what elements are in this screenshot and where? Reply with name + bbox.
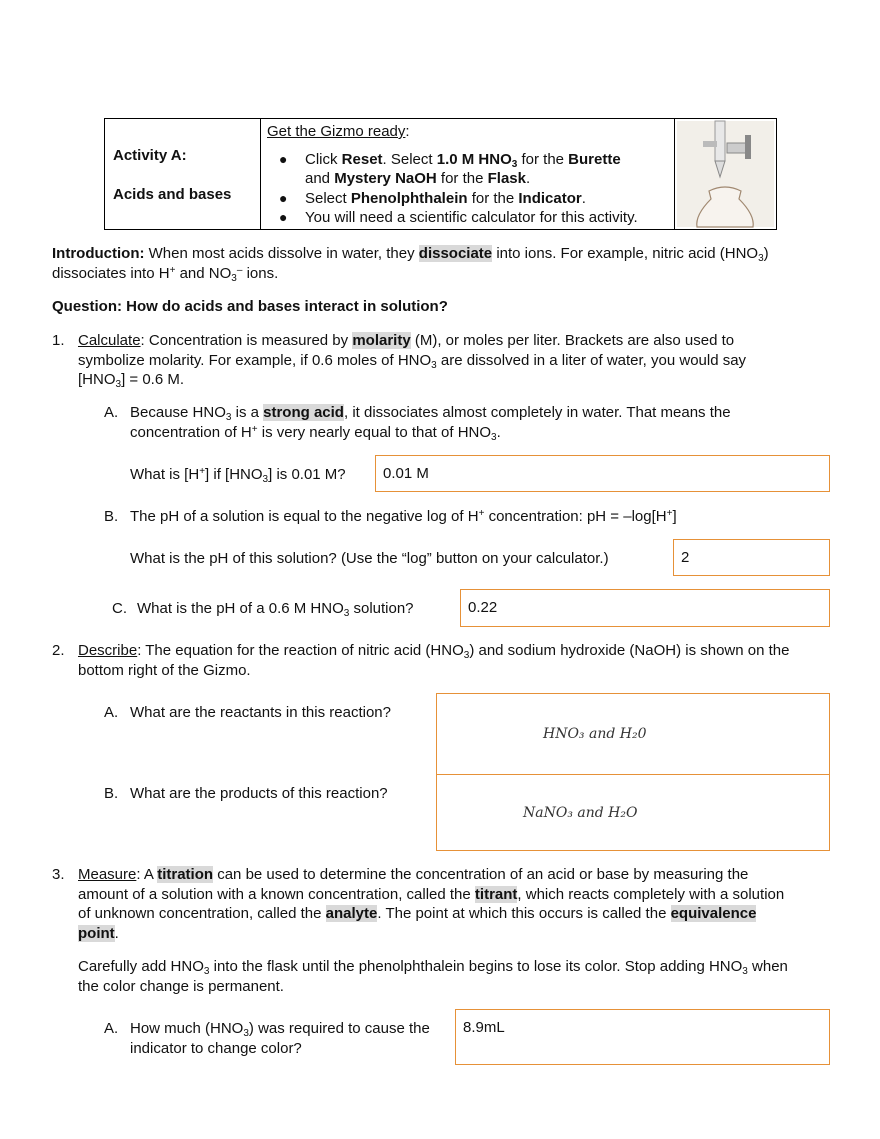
q3-instruction-1: Carefully add $HNO_3$ into the flask until the phenolphthalein begins to lose its color. Stop adding $HNO_3$ when [78, 958, 788, 977]
gizmo-illustration [675, 119, 776, 229]
q2a-letter: A. [104, 704, 119, 721]
question-heading: Question: How do acids and bases interact in solution? [52, 298, 448, 315]
q1b-answer-text: 2 [681, 549, 690, 566]
q2-line-1: Describe: The equation for the reaction of nitric acid $(HNO_3)$ and sodium hydroxide (NaOH) is shown on the [78, 642, 790, 661]
bullet-icon: ● [279, 190, 288, 206]
q3a-question-2: indicator to change color? [130, 1040, 302, 1057]
q3-instruction-2: the color change is permanent. [78, 978, 284, 995]
q3-line-3: of unknown concentration, called the analyte. The point at which this occurs is called the equivalence [78, 905, 757, 922]
q2b-answer-field[interactable] [436, 774, 830, 851]
q1a-line-2: concentration of H+ is very nearly equal to that of $HNO_3$. [130, 424, 501, 443]
q3-number: 3. [52, 866, 65, 883]
q1b-question: What is the pH of this solution? (Use the “log” button on your calculator.) [130, 550, 609, 567]
q1c-answer-text: 0.22 [468, 599, 498, 616]
q1c-question: What is the pH of a 0.6 M $HNO_3$ solution? [137, 600, 414, 619]
q2b-answer-text: NaNO₃ and H₂O [523, 805, 638, 821]
q3-line-4: point. [78, 925, 119, 942]
bullet-icon: ● [279, 151, 288, 167]
intro-line-2: dissociates into H+ and $NO_3^-$ ions. [52, 265, 279, 284]
q2a-answer-field[interactable] [436, 693, 830, 776]
q2-line-2: bottom right of the Gizmo. [78, 662, 251, 679]
q3a-answer-text: 8.9mL [463, 1019, 505, 1036]
intro-line-1: Introduction: When most acids dissolve in water, they dissociate into ions. For example, nitric acid $(HNO_3)$ [52, 245, 769, 264]
q1a-answer-text: 0.01 M [383, 465, 429, 482]
q2-number: 2. [52, 642, 65, 659]
bullet-icon: ● [279, 209, 288, 225]
activity-title-cell [105, 119, 261, 229]
instruction-3: You will need a scientific calculator for this activity. [305, 209, 638, 226]
q2a-question: What are the reactants in this reaction? [130, 704, 391, 721]
q2a-answer-text: HNO₃ and H₂0 [543, 726, 647, 742]
q1a-question: What is [H+] if $[HNO_3]$ is 0.01 M? [130, 466, 346, 485]
q2b-letter: B. [104, 785, 119, 802]
q1-line-3: $[HNO_3] = 0.6$ M. [78, 371, 185, 390]
burette-flask-icon [675, 119, 776, 229]
activity-header-table [104, 118, 777, 230]
gizmo-ready-heading: Get the Gizmo ready: [267, 123, 410, 140]
q3-line-1: Measure: A titration can be used to determine the concentration of an acid or base by measuring the [78, 866, 749, 883]
instruction-1: Click Reset. Select 1.0 M $HNO_3$ for the Burette [305, 151, 621, 170]
q3a-question-1: How much $(HNO_3)$ was required to cause the [130, 1020, 430, 1039]
q1a-line-1: Because $HNO_3$ is a strong acid, it dissociates almost completely in water. That means the [130, 404, 731, 423]
gizmo-instructions-cell [261, 119, 675, 229]
q1c-answer-field[interactable] [460, 589, 830, 627]
q3-line-2: amount of a solution with a known concentration, called the titrant, which reacts completely with a solution [78, 886, 785, 903]
activity-title: Activity A: [113, 147, 187, 164]
q1-line-1: Calculate: Concentration is measured by molarity (M), or moles per liter. Brackets are also used to [78, 332, 735, 349]
instruction-1-cont: and Mystery NaOH for the Flask. [305, 170, 531, 187]
q1b-answer-field[interactable] [673, 539, 830, 576]
q1-line-2: symbolize molarity. For example, if 0.6 moles of $HNO_3$ are dissolved in a liter of water, you would say [78, 352, 747, 371]
activity-subtitle: Acids and bases [113, 186, 232, 203]
q3a-letter: A. [104, 1020, 119, 1037]
q1c-letter: C. [112, 600, 127, 617]
instruction-2: Select Phenolphthalein for the Indicator. [305, 190, 586, 207]
q2b-question: What are the products of this reaction? [130, 785, 388, 802]
q1b-letter: B. [104, 508, 119, 525]
q1a-answer-field[interactable] [375, 455, 830, 492]
q1-number: 1. [52, 332, 65, 349]
q1b-line-1: The pH of a solution is equal to the negative log of H+ concentration: pH = –log[H+] [130, 508, 677, 525]
q1a-letter: A. [104, 404, 119, 421]
q3a-answer-field[interactable] [455, 1009, 830, 1065]
